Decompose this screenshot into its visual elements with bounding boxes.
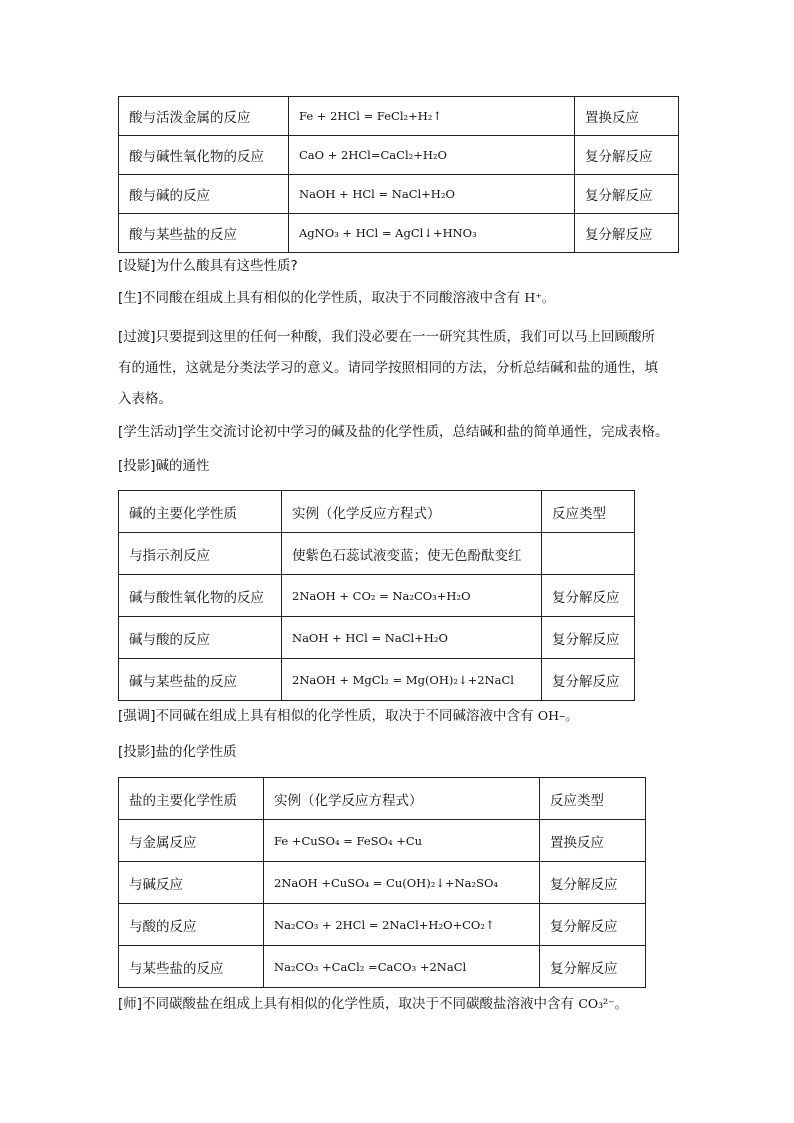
hydrogen-ion-text: H⁺。 xyxy=(524,290,555,305)
section-heading-base: [投影]碱的通性 xyxy=(118,458,210,474)
reaction-type-cell: 复分解反应 xyxy=(575,175,679,214)
reaction-type-cell: 复分解反应 xyxy=(540,862,646,904)
property-cell: 酸与碱性氧化物的反应 xyxy=(119,136,289,175)
table-row xyxy=(119,533,635,575)
property-cell: 酸与碱的反应 xyxy=(119,175,289,214)
reaction-type-cell: 复分解反应 xyxy=(540,904,646,946)
header-example: 实例（化学反应方程式） xyxy=(282,491,542,533)
paragraph-transition xyxy=(118,322,678,415)
indicator-description-cell: 使紫色石蕊试液变蓝；使无色酚酞变红 xyxy=(282,533,542,575)
property-cell: 与指示剂反应 xyxy=(119,533,282,575)
reaction-type-cell: 复分解反应 xyxy=(540,946,646,988)
equation-cell: Fe + 2HCl = FeCl₂+H₂↑ xyxy=(289,97,575,136)
reaction-type-cell: 复分解反应 xyxy=(542,659,635,701)
reaction-type-cell: 复分解反应 xyxy=(542,575,635,617)
table-row xyxy=(119,214,679,253)
reaction-type-cell: 复分解反应 xyxy=(542,617,635,659)
paragraph-teacher xyxy=(118,994,678,1014)
paragraph-line: 入表格。 xyxy=(118,391,172,407)
table-row xyxy=(119,136,679,175)
equation-cell: Fe +CuSO₄ = FeSO₄ +Cu xyxy=(264,820,540,862)
equation-cell: NaOH + HCl = NaCl+H₂O xyxy=(289,175,575,214)
paragraph-question: [设疑]为什么酸具有这些性质? xyxy=(118,258,298,274)
equation-cell: Na₂CO₃ + 2HCl = 2NaCl+H₂O+CO₂↑ xyxy=(264,904,540,946)
header-example: 实例（化学反应方程式） xyxy=(264,778,540,820)
table-row xyxy=(119,946,646,988)
reaction-type-cell: 置换反应 xyxy=(575,97,679,136)
property-cell: 酸与活泼金属的反应 xyxy=(119,97,289,136)
equation-cell: AgNO₃ + HCl = AgCl↓+HNO₃ xyxy=(289,214,575,253)
table-row xyxy=(119,575,635,617)
equation-cell: 2NaOH + CO₂ = Na₂CO₃+H₂O xyxy=(282,575,542,617)
paragraph-student-answer xyxy=(118,288,678,308)
acid-properties-table xyxy=(118,96,679,253)
paragraph-text: [师]不同碳酸盐在组成上具有相似的化学性质，取决于不同碳酸盐溶液中含有 xyxy=(118,996,579,1012)
base-properties-table xyxy=(118,490,635,701)
property-cell: 碱与某些盐的反应 xyxy=(119,659,282,701)
property-cell: 与某些盐的反应 xyxy=(119,946,264,988)
paragraph-text: [强调]不同碱在组成上具有相似的化学性质，取决于不同碱溶液中含有 xyxy=(118,708,538,724)
table-row xyxy=(119,97,679,136)
property-cell: 碱与酸的反应 xyxy=(119,617,282,659)
paragraph-line: [过渡]只要提到这里的任何一种酸，我们没必要在一一研究其性质，我们可以马上回顾酸所 xyxy=(118,329,656,345)
paragraph-student-activity: [学生活动]学生交流讨论初中学习的碱及盐的化学性质，总结碱和盐的简单通性，完成表格。 xyxy=(118,424,669,440)
table-header-row xyxy=(119,491,635,533)
table-row xyxy=(119,862,646,904)
reaction-type-cell: 复分解反应 xyxy=(575,214,679,253)
reaction-type-cell: 复分解反应 xyxy=(575,136,679,175)
equation-cell: 2NaOH +CuSO₄ = Cu(OH)₂↓+Na₂SO₄ xyxy=(264,862,540,904)
equation-cell: 2NaOH + MgCl₂ = Mg(OH)₂↓+2NaCl xyxy=(282,659,542,701)
table-row xyxy=(119,659,635,701)
carbonate-ion-text: CO₃²⁻。 xyxy=(578,996,628,1011)
header-property: 碱的主要化学性质 xyxy=(119,491,282,533)
paragraph-line: 有的通性，这就是分类法学习的意义。请同学按照相同的方法，分析总结碱和盐的通性，填 xyxy=(118,360,658,376)
property-cell: 与金属反应 xyxy=(119,820,264,862)
property-cell: 与碱反应 xyxy=(119,862,264,904)
equation-cell: Na₂CO₃ +CaCl₂ =CaCO₃ +2NaCl xyxy=(264,946,540,988)
equation-cell: CaO + 2HCl=CaCl₂+H₂O xyxy=(289,136,575,175)
property-cell: 与酸的反应 xyxy=(119,904,264,946)
paragraph-text: [生]不同酸在组成上具有相似的化学性质，取决于不同酸溶液中含有 xyxy=(118,290,525,306)
paragraph-emphasis xyxy=(118,706,678,726)
salt-properties-table xyxy=(118,777,646,988)
equation-cell: NaOH + HCl = NaCl+H₂O xyxy=(282,617,542,659)
header-property: 盐的主要化学性质 xyxy=(119,778,264,820)
property-cell: 碱与酸性氧化物的反应 xyxy=(119,575,282,617)
table-header-row xyxy=(119,778,646,820)
reaction-type-cell xyxy=(542,533,635,575)
hydroxide-ion-text: OH–。 xyxy=(537,708,578,723)
property-cell: 酸与某些盐的反应 xyxy=(119,214,289,253)
header-type: 反应类型 xyxy=(542,491,635,533)
reaction-type-cell: 置换反应 xyxy=(540,820,646,862)
table-row xyxy=(119,175,679,214)
table-row xyxy=(119,904,646,946)
section-heading-salt: [投影]盐的化学性质 xyxy=(118,744,237,760)
table-row xyxy=(119,617,635,659)
header-type: 反应类型 xyxy=(540,778,646,820)
table-row xyxy=(119,820,646,862)
